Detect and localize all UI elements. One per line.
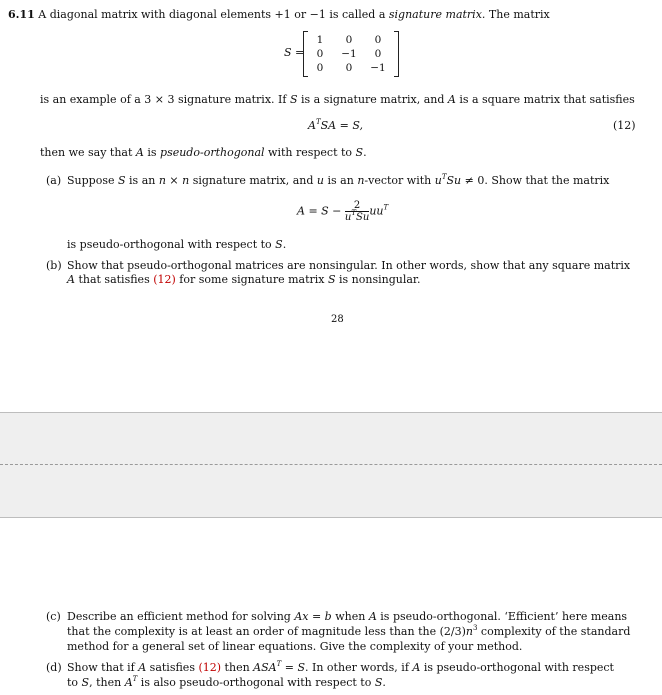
part-c-line1: Describe an efficient method for solving Ax = b when A is pseudo-orthogonal. ‘Efficient’ here means [67, 610, 628, 623]
matrix-label: S = [284, 46, 305, 59]
part-b-line2: A that satisfies (12) for some signature matrix S is nonsingular. [67, 273, 421, 286]
part-a-conclusion: is pseudo-orthogonal with respect to S. [67, 238, 287, 251]
paragraph-definition: then we say that A is pseudo-orthogonal with respect to S. [40, 146, 367, 159]
part-a-label: (a) [46, 174, 62, 187]
matrix-cell: 0 [316, 48, 324, 60]
matrix-cell: 0 [316, 62, 324, 74]
fraction: $\frac{2}{u^TSu}$ [344, 200, 370, 223]
page-break-divider [0, 464, 662, 465]
term-signature-matrix: signature matrix. [388, 8, 486, 21]
page-break-gap [0, 412, 662, 518]
part-a-text: Suppose S is an n × n signature matrix, and u is an n-vector with $u^TSu \ne 0$. Show that the matrix [67, 173, 610, 187]
part-d-line2: to S, then $A^T$ is also pseudo-orthogonal with respect to S. [67, 675, 386, 689]
equation-tag: (12) [613, 119, 636, 132]
matrix-cell: 0 [374, 48, 382, 60]
paragraph-signature-example: is an example of a 3 × 3 signature matrix. If S is a signature matrix, and A is a square matrix that satisfies [40, 93, 635, 106]
equation-reference-link[interactable]: (12) [198, 661, 222, 674]
part-c-line3: method for a general set of linear equations. Give the complexity of your method. [67, 640, 523, 653]
part-a-equation: A = S − $\frac{2}{u^TSu}$ $uu^T$ [297, 200, 389, 223]
equation-reference-link[interactable]: (12) [153, 273, 176, 286]
matrix-cell: −1 [341, 48, 357, 60]
part-c-label: (c) [46, 610, 61, 623]
matrix-cell: 1 [316, 34, 324, 46]
page-number: 28 [331, 314, 344, 325]
part-c-line2: that the complexity is at least an order of magnitude less than the $(2/3)n^3$ complexity of the standard [67, 624, 631, 638]
matrix-right-bracket [394, 31, 399, 77]
matrix-cell: 0 [345, 62, 353, 74]
part-b-label: (b) [46, 259, 62, 272]
matrix-cell: 0 [374, 34, 382, 46]
problem-statement-line1: 6.11 A diagonal matrix with diagonal elements +1 or −1 is called a signature matrix. The matrix [8, 8, 550, 21]
matrix-left-bracket [303, 31, 308, 77]
signature-matrix [303, 31, 399, 79]
part-d-line1: Show that if A satisfies (12) then $ASA^T = S$. In other words, if A is pseudo-orthogonal with respect [67, 660, 614, 674]
part-b-line1: Show that pseudo-orthogonal matrices are nonsingular. In other words, show that any square matrix [67, 259, 631, 272]
problem-number: 6.11 [8, 8, 35, 21]
equation-12: $A^TSA = S$, [308, 118, 363, 132]
term-pseudo-orthogonal: pseudo-orthogonal [160, 146, 265, 159]
matrix-cell: 0 [345, 34, 353, 46]
part-d-label: (d) [46, 661, 62, 674]
matrix-cell: −1 [370, 62, 386, 74]
